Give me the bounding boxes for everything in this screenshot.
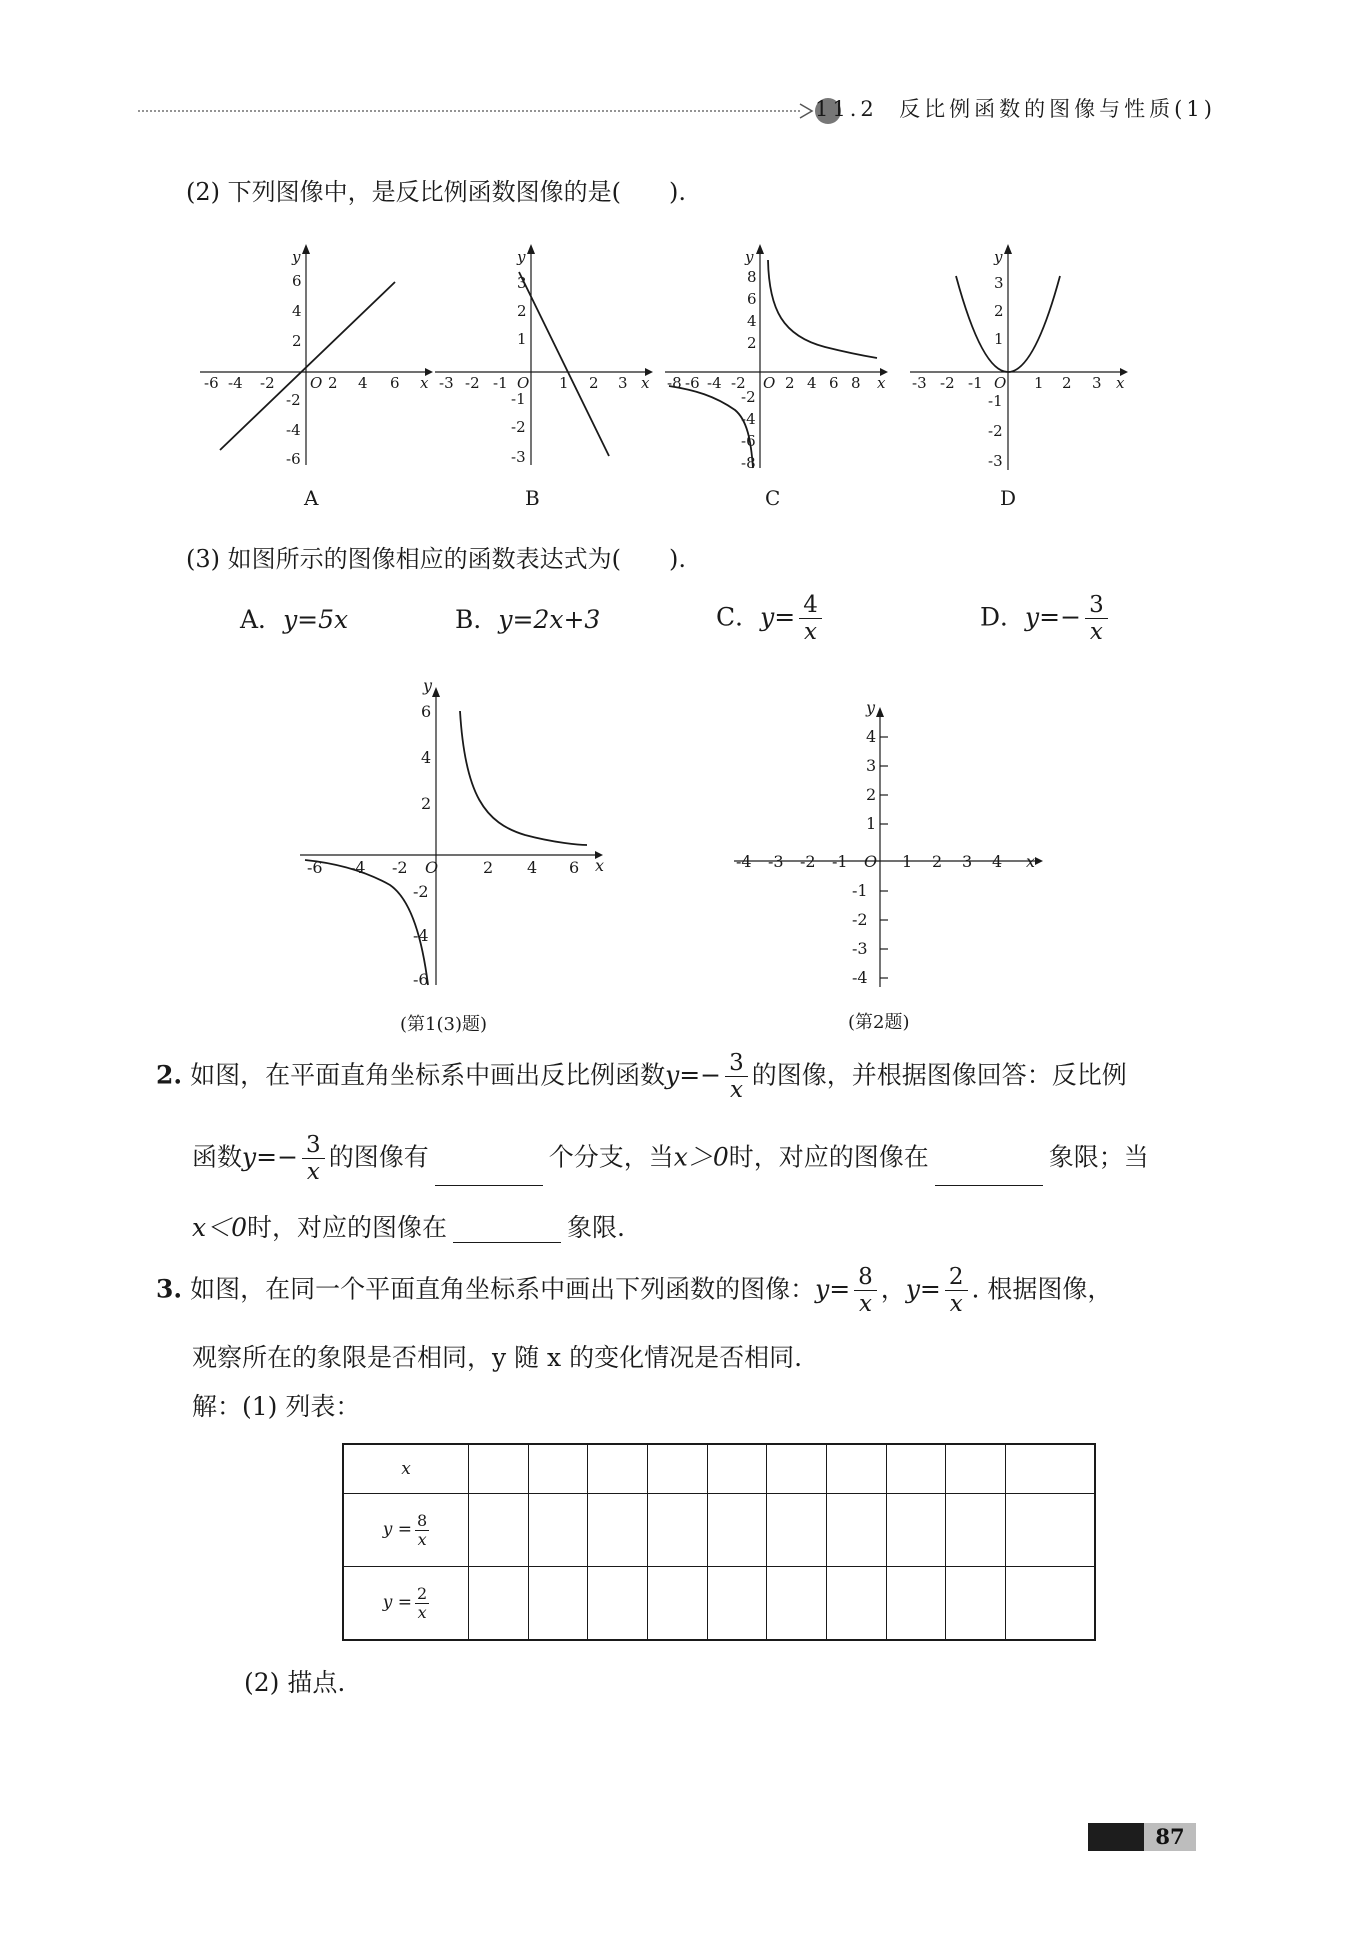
header-section: 11.2 反比例函数的图像与性质(1) bbox=[815, 97, 1216, 121]
graph-a-xtick: -2 bbox=[260, 374, 275, 392]
solution-step-2: (2) 描点. bbox=[244, 1668, 346, 1697]
svg-text:O: O bbox=[763, 374, 776, 392]
graph-a-label: A bbox=[304, 486, 319, 510]
fig2-ytick: 1 bbox=[866, 814, 877, 833]
svg-text:2: 2 bbox=[994, 302, 1004, 320]
fig1-ytick: -2 bbox=[413, 882, 429, 901]
svg-text:-6: -6 bbox=[685, 374, 700, 392]
svg-text:y: y bbox=[517, 248, 526, 266]
svg-text:-1: -1 bbox=[511, 390, 526, 408]
svg-text:-2: -2 bbox=[465, 374, 480, 392]
svg-text:1: 1 bbox=[517, 330, 527, 348]
section-number: 11 bbox=[815, 97, 850, 121]
svg-text:y: y bbox=[292, 248, 301, 266]
fig1-ytick: 4 bbox=[421, 748, 432, 767]
page-number: 87 bbox=[1144, 1823, 1196, 1851]
table-header-y2x: y = $\frac{2}{x}$ bbox=[343, 1567, 469, 1641]
graph-a-xtick: 6 bbox=[390, 374, 400, 392]
svg-text:-8: -8 bbox=[667, 374, 682, 392]
fig2-xtick: -2 bbox=[800, 852, 816, 871]
svg-text:-1: -1 bbox=[988, 392, 1003, 410]
fig2-xtick: -3 bbox=[768, 852, 784, 871]
svg-text:x: x bbox=[641, 374, 650, 392]
fig1-xtick: -6 bbox=[307, 858, 323, 877]
problem-2-line3: x＜0时，对应的图像在 象限. bbox=[192, 1213, 625, 1242]
table-row bbox=[343, 1567, 1095, 1641]
graph-a-ytick: 4 bbox=[292, 302, 302, 320]
figure-1-3 bbox=[295, 675, 615, 995]
svg-text:2: 2 bbox=[589, 374, 599, 392]
fig1-ytick: -4 bbox=[413, 926, 429, 945]
problem-2-line1: 2. 如图，在平面直角坐标系中画出反比例函数y=− $\frac{3}{x}$ 的图像，并根据图像回答：反比例 bbox=[156, 1050, 1127, 1104]
fig1-ytick: 2 bbox=[421, 794, 432, 813]
graph-a-ytick: -6 bbox=[286, 450, 301, 468]
svg-text:x: x bbox=[595, 856, 605, 875]
graph-d bbox=[910, 244, 1128, 510]
svg-text:1: 1 bbox=[559, 374, 569, 392]
svg-text:-8: -8 bbox=[741, 454, 756, 472]
fig1-xtick: -4 bbox=[350, 858, 366, 877]
graph-a bbox=[200, 244, 433, 510]
graph-b bbox=[435, 244, 653, 510]
svg-text:2: 2 bbox=[785, 374, 795, 392]
fig2-xtick: -4 bbox=[736, 852, 752, 871]
svg-text:4: 4 bbox=[807, 374, 817, 392]
problem-3-line1: 3. 如图，在同一个平面直角坐标系中画出下列函数的图像：y= $\frac{8}{x}$ ，y= $\frac{2}{x}$ . 根据图像， bbox=[156, 1264, 1113, 1318]
option-c[interactable]: C．y= $\frac{4}{x}$ bbox=[716, 592, 826, 646]
fig1-xtick: -2 bbox=[392, 858, 408, 877]
svg-text:-2: -2 bbox=[741, 388, 756, 406]
svg-text:y: y bbox=[994, 248, 1003, 266]
fig1-xtick: 2 bbox=[483, 858, 494, 877]
fig2-caption: (第2题) bbox=[848, 1012, 910, 1033]
svg-text:4: 4 bbox=[747, 312, 757, 330]
graph-a-ytick: 6 bbox=[292, 272, 302, 290]
q2-graphs bbox=[190, 240, 1150, 520]
graph-a-xtick: -6 bbox=[204, 374, 219, 392]
fig2-ytick: -2 bbox=[852, 910, 868, 929]
svg-text:O: O bbox=[310, 374, 323, 392]
svg-text:-3: -3 bbox=[988, 452, 1003, 470]
svg-text:8: 8 bbox=[747, 268, 757, 286]
svg-text:1: 1 bbox=[994, 330, 1004, 348]
svg-text:-3: -3 bbox=[912, 374, 927, 392]
problem-2-line2: 函数y=− $\frac{3}{x}$ 的图像有 个分支，当x＞0时，对应的图像在 象限；当 bbox=[192, 1132, 1149, 1186]
problem-3-number: 3. bbox=[156, 1274, 183, 1304]
fig2-xtick: 3 bbox=[962, 852, 973, 871]
fig1-xtick: 6 bbox=[569, 858, 580, 877]
problem-2-number: 2. bbox=[156, 1060, 183, 1090]
answer-blank-quadrant-positive[interactable] bbox=[935, 1159, 1043, 1186]
table-header-y8x: y = $\frac{8}{x}$ bbox=[343, 1494, 469, 1567]
option-d[interactable]: D．y=− $\frac{3}{x}$ bbox=[980, 592, 1112, 646]
graph-a-ytick: -4 bbox=[286, 421, 301, 439]
svg-text:8: 8 bbox=[851, 374, 861, 392]
graph-a-xtick: 2 bbox=[328, 374, 338, 392]
svg-text:3: 3 bbox=[994, 274, 1004, 292]
svg-text:-2: -2 bbox=[511, 418, 526, 436]
svg-text:y: y bbox=[866, 698, 876, 717]
fig2-ytick: -3 bbox=[852, 939, 868, 958]
svg-text:3: 3 bbox=[618, 374, 628, 392]
svg-text:6: 6 bbox=[747, 290, 757, 308]
fig1-caption: (第1(3)题) bbox=[400, 1014, 487, 1035]
svg-text:2: 2 bbox=[747, 334, 757, 352]
svg-text:-2: -2 bbox=[940, 374, 955, 392]
answer-blank-quadrant-negative[interactable] bbox=[453, 1216, 561, 1243]
svg-text:O: O bbox=[864, 852, 878, 871]
table-header-x: x bbox=[343, 1444, 469, 1494]
svg-text:-3: -3 bbox=[439, 374, 454, 392]
fig2-ytick: -1 bbox=[852, 881, 868, 900]
page-number-box bbox=[1088, 1823, 1196, 1851]
svg-text:-4: -4 bbox=[741, 410, 756, 428]
svg-text:x: x bbox=[1026, 852, 1036, 871]
answer-blank-branches[interactable] bbox=[435, 1159, 543, 1186]
figure-2 bbox=[730, 695, 1060, 1000]
fig1-xtick: 4 bbox=[527, 858, 538, 877]
problem-3-line2: 观察所在的象限是否相同，y 随 x 的变化情况是否相同. bbox=[192, 1343, 803, 1372]
graph-d-label: D bbox=[1000, 486, 1017, 510]
svg-text:-1: -1 bbox=[968, 374, 983, 392]
option-a[interactable]: A．y=5x bbox=[240, 605, 349, 634]
svg-text:O: O bbox=[517, 374, 530, 392]
svg-text:3: 3 bbox=[1092, 374, 1102, 392]
svg-text:1: 1 bbox=[1034, 374, 1044, 392]
graph-c bbox=[665, 244, 888, 510]
svg-text:-4: -4 bbox=[707, 374, 722, 392]
graph-a-xtick: 4 bbox=[358, 374, 368, 392]
svg-text:y: y bbox=[423, 676, 433, 695]
table-row bbox=[343, 1494, 1095, 1567]
fig2-xtick: 1 bbox=[902, 852, 913, 871]
graph-a-ytick: -2 bbox=[286, 391, 301, 409]
graph-b-label: B bbox=[525, 486, 540, 510]
value-table bbox=[342, 1443, 1096, 1641]
table-row bbox=[343, 1444, 1095, 1494]
svg-text:-3: -3 bbox=[511, 448, 526, 466]
fig2-ytick: 3 bbox=[866, 756, 877, 775]
svg-text:2: 2 bbox=[1062, 374, 1072, 392]
fig2-ytick: 4 bbox=[866, 727, 877, 746]
svg-text:-1: -1 bbox=[493, 374, 508, 392]
svg-text:x: x bbox=[877, 374, 886, 392]
svg-text:6: 6 bbox=[829, 374, 839, 392]
fig1-ytick: 6 bbox=[421, 702, 432, 721]
svg-text:O: O bbox=[425, 858, 439, 877]
q3-prompt: (3) 如图所示的图像相应的函数表达式为( ). bbox=[186, 545, 686, 573]
fig2-ytick: 2 bbox=[866, 785, 877, 804]
svg-text:2: 2 bbox=[517, 302, 527, 320]
svg-text:x: x bbox=[420, 374, 429, 392]
graph-c-label: C bbox=[765, 486, 781, 510]
fig2-xtick: 2 bbox=[932, 852, 943, 871]
solution-step-1: 解：(1) 列表： bbox=[192, 1392, 361, 1421]
q2-prompt: (2) 下列图像中，是反比例函数图像的是( ). bbox=[186, 178, 686, 206]
fig2-xtick: -1 bbox=[832, 852, 848, 871]
svg-text:y: y bbox=[745, 248, 754, 266]
svg-text:x: x bbox=[1116, 374, 1125, 392]
graph-a-xtick: -4 bbox=[228, 374, 243, 392]
section-title: 反比例函数的图像与性质(1) bbox=[899, 97, 1216, 121]
option-b[interactable]: B．y=2x+3 bbox=[455, 605, 601, 634]
graph-a-ytick: 2 bbox=[292, 332, 302, 350]
svg-text:-6: -6 bbox=[741, 432, 756, 450]
svg-text:-2: -2 bbox=[988, 422, 1003, 440]
svg-text:3: 3 bbox=[517, 274, 527, 292]
svg-text:O: O bbox=[994, 374, 1007, 392]
svg-text:-2: -2 bbox=[731, 374, 746, 392]
fig1-ytick: -6 bbox=[413, 970, 429, 989]
fig2-ytick: -4 bbox=[852, 968, 868, 987]
fig2-xtick: 4 bbox=[992, 852, 1003, 871]
